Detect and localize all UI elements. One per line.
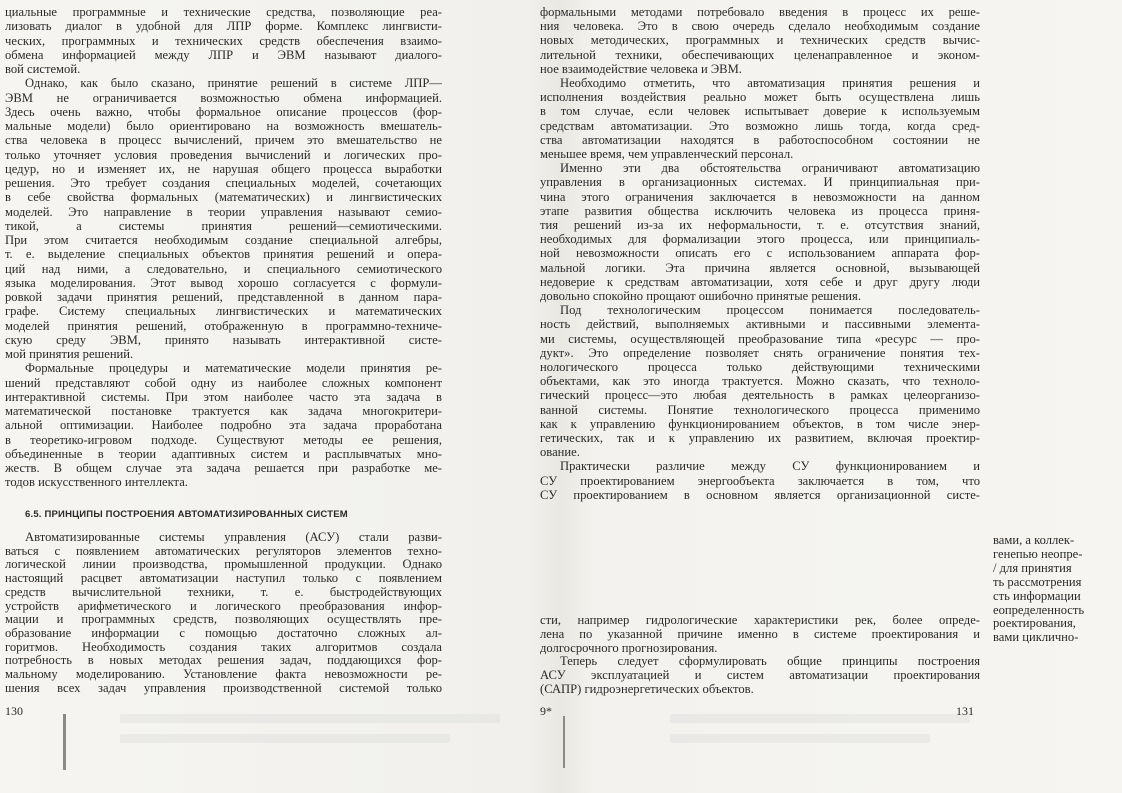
text-line: Автоматизированные системы управления (АСУ) стали разви-	[25, 530, 442, 544]
text-line: только уточняет условия проведения вычислений и логических про-	[5, 147, 442, 162]
text-line: Под технологическим процессом понимается последователь-	[560, 303, 980, 318]
text-line: этапе развития общества исключить человека из процесса приня-	[540, 203, 980, 218]
text-line: ческих, программных и технических средств обеспечения взаимо-	[5, 33, 442, 48]
text-line: вами, а коллек-	[993, 533, 1075, 547]
text-line: мой принятия решений.	[5, 347, 134, 361]
text-line: сти, например гидрологические характеристики рек, более опреде-	[540, 613, 980, 627]
text-line: Практически различие между СУ функционированием и	[560, 459, 980, 474]
text-line: обмена информацией между ЛПР и ЭВМ называют диалого-	[5, 47, 442, 62]
bleed-through	[670, 734, 930, 743]
text-line: роектирования,	[993, 616, 1076, 631]
text-line: моделей принятия решений, отображенную в программно-техниче-	[5, 318, 442, 333]
page-number-left: 130	[5, 704, 23, 718]
text-line: решения. Это требует создания специальных моделей, сочетающих	[5, 176, 442, 190]
text-line: ровкой задачи принятия решений, представленной в данном пара-	[5, 290, 442, 304]
binding-mark-right	[563, 716, 565, 768]
text-line: моделей. Это направление в теории управления называют семио-	[5, 204, 442, 219]
text-line: гетических, так и к управлению их развитием, включая проектир-	[540, 431, 980, 445]
text-line: вами циклично-	[993, 630, 1079, 645]
bleed-through	[670, 714, 970, 723]
text-line: довольно спокойно прощают ошибочно принятые решения.	[540, 289, 861, 303]
text-line: недоверие к средствам автоматизации, хотя себе и друг другу люди	[540, 274, 980, 289]
text-line: средств вычислительной техники, т. е. быстродействующих	[5, 584, 442, 599]
text-line: Именно эти два обстоятельства ограничивают автоматизацию	[560, 161, 980, 176]
text-line: математической постановке трактуется как задача многокритери-	[5, 404, 442, 418]
text-line: ное взаимодействие человека и ЭВМ.	[540, 61, 742, 76]
text-line: тикой, а системы принятия решений—семиотическими.	[5, 218, 442, 233]
text-line: вой системой.	[5, 62, 81, 76]
text-line: ность действий, выполняемых активными и пассивными элемента-	[540, 317, 980, 332]
text-line: мальные модели) было ориентировано на возможность вмешатель-	[5, 119, 442, 133]
text-line: шения всех задач управления производственной системой только	[5, 680, 442, 695]
text-line: образование информации с помощью достаточно сложных ал-	[5, 625, 442, 640]
text-line: скую среду ЭВМ, принято называть интерактивной систе-	[5, 332, 442, 347]
text-line: Необходимо отметить, что автоматизация принятия решения и	[560, 76, 980, 90]
text-line: жеств. В общем случае эта задача решается при разработке ме-	[5, 461, 442, 475]
text-line: меньшее время, чем управленческий персонал.	[540, 147, 794, 161]
text-line: альной оптимизации. Наиболее подробно эта задача проработана	[5, 418, 442, 433]
text-line: лизовать диалог в удобной для ЛПР форме. Комплекс лингвисти-	[5, 19, 442, 34]
text-line: лена по указанной причине именно в системе проектирования и	[540, 626, 980, 641]
text-line: СУ проектированием энергообъекта заключается в том, что	[540, 473, 980, 488]
page-number-right: 131	[956, 704, 974, 718]
text-line: При этом считается необходимым создание специальной алгебры,	[5, 233, 442, 247]
text-line: устройств арифметического и логического преобразования инфор-	[5, 598, 442, 613]
text-line: ть рассмотрения	[993, 574, 1082, 589]
text-line: исполнения воздействия реально может быть осуществлена лишь	[540, 90, 980, 105]
text-line: мальному моделированию. Установление факта невозможности ре-	[5, 667, 442, 681]
text-line: в теоретико-игровом подходе. Существуют методы ее решения,	[5, 432, 442, 447]
text-line: новых методических, программных и технических средств вычис-	[540, 33, 980, 48]
text-line: Однако, как было сказано, принятие решений в системе ЛПР—	[25, 76, 442, 91]
text-line: ства человека в процесс вычислений, причем это вмешательство не	[5, 133, 442, 148]
text-line: необходимых для формализации этого процесса, или принципиаль-	[540, 232, 980, 247]
text-line: ваться с появлением автоматических регуляторов элементов техно-	[5, 543, 442, 558]
text-line: шений представляют собой одну из наиболее сложных компонент	[5, 375, 442, 390]
text-line: управления в организационных системах. И принципиальная при-	[540, 175, 980, 190]
text-line: как к управлению функционированием объектов, в том числе энер-	[540, 416, 980, 431]
text-line: / для принятия	[993, 560, 1072, 575]
bleed-through	[120, 714, 500, 723]
text-line: циальные программные и технические средства, позволяющие реа-	[5, 5, 442, 19]
text-line: объектами, как это иногда трактуется. Можно сказать, что техноло-	[540, 374, 980, 389]
text-line: дукт». Это определение позволяет снять ограничение понятия тех-	[540, 345, 980, 360]
text-line: АСУ эксплуатацией и систем автоматизации проектирования	[540, 668, 980, 683]
text-line: средствам автоматизации. Это возможно лишь тогда, когда сред-	[540, 118, 980, 133]
text-line: ЭВМ не ограничивается возможностью обмена информацией.	[5, 90, 442, 105]
text-line: тия решений из-за их неформальности, т. е. отсутствия знаний,	[540, 218, 980, 232]
text-line: Теперь следует сформулировать общие принципы построения	[560, 654, 980, 669]
text-line: ства автоматизации находятся в работоспособном состоянии не	[540, 132, 980, 147]
text-line: тодов искусственного интеллекта.	[5, 475, 188, 490]
text-line: гический процесс—это любая деятельность в рамках целеорганизо-	[540, 388, 980, 403]
text-line: цедур, но и изменяет их, не нарушая общего процесса выработки	[5, 161, 442, 176]
text-line: интерактивной системы. При этом наиболее часто эта задача в	[5, 389, 442, 404]
text-line: Здесь очень важно, чтобы формальное описание процессов (фор-	[5, 104, 442, 119]
text-line: лительной техники, обеспечивающих целенаправленное и эконом-	[540, 47, 980, 62]
text-line: т. е. выделение специальных объектов принятия решений и опера-	[5, 247, 442, 262]
text-line: графе. Систему специальных лингвистических и математических	[5, 304, 442, 319]
text-line: СУ проектированием в основном является организационной систе-	[540, 487, 980, 502]
text-line: ной невозможности описать его с использованием аппарата фор-	[540, 246, 980, 261]
text-line: мации и программных средств, позволяющих осуществлять пре-	[5, 612, 442, 627]
text-line: генепью неопре-	[993, 546, 1083, 561]
footer-signature-mark: 9*	[540, 704, 552, 718]
text-line: чина этого ограничения заключается в невозможности на данном	[540, 189, 980, 204]
text-line: ния человека. Это в свою очередь сделало необходимым создание	[540, 19, 980, 34]
text-line: ций над ними, а следовательно, и специального семиотического	[5, 261, 442, 276]
text-line: настоящий расцвет автоматизации наступил только с появлением	[5, 571, 442, 586]
text-line: долгосрочного прогнозирования.	[540, 640, 718, 655]
text-line: формальными методами потребовало введения в процесс их реше-	[540, 5, 980, 19]
text-line: мальной логики. Эта причина является основной, вызывающей	[540, 260, 980, 275]
text-line: горитмов. Необходимость создания таких алгоритмов создала	[5, 639, 442, 654]
text-line: потребность в новых методах решения задач, поддающихся фор-	[5, 653, 442, 668]
section-heading: 6.5. ПРИНЦИПЫ ПОСТРОЕНИЯ АВТОМАТИЗИРОВАННЫХ СИСТЕМ	[25, 509, 348, 520]
text-line: в себе свойства формальных (математических) и лингвистических	[5, 190, 442, 205]
binding-mark-left	[63, 714, 66, 770]
text-line: логической линии производства, промышленной продукции. Однако	[5, 557, 442, 572]
text-line: сть информации	[993, 588, 1081, 603]
text-line: ми системы, осуществляющей преобразование типа «ресурс — про-	[540, 331, 980, 346]
text-line: в том случае, если человек испытывает доверие к используемым	[540, 104, 980, 119]
text-line: (САПР) гидроэнергетических объектов.	[540, 682, 754, 696]
text-line: ование.	[540, 445, 580, 460]
bleed-through	[120, 734, 450, 743]
text-line: ванной системы. Понятие технологического процесса применимо	[540, 402, 980, 417]
text-line: Формальные процедуры и математические модели принятия ре-	[25, 361, 442, 376]
text-line: языка моделирования. Этот вывод хорошо согласуется с формули-	[5, 275, 442, 290]
text-line: объединенные в теории адаптивных систем и расплывчатых мно-	[5, 446, 442, 461]
text-line: еопределенность	[993, 602, 1085, 617]
text-line: нологического процесса только действующими техническими	[540, 360, 980, 374]
